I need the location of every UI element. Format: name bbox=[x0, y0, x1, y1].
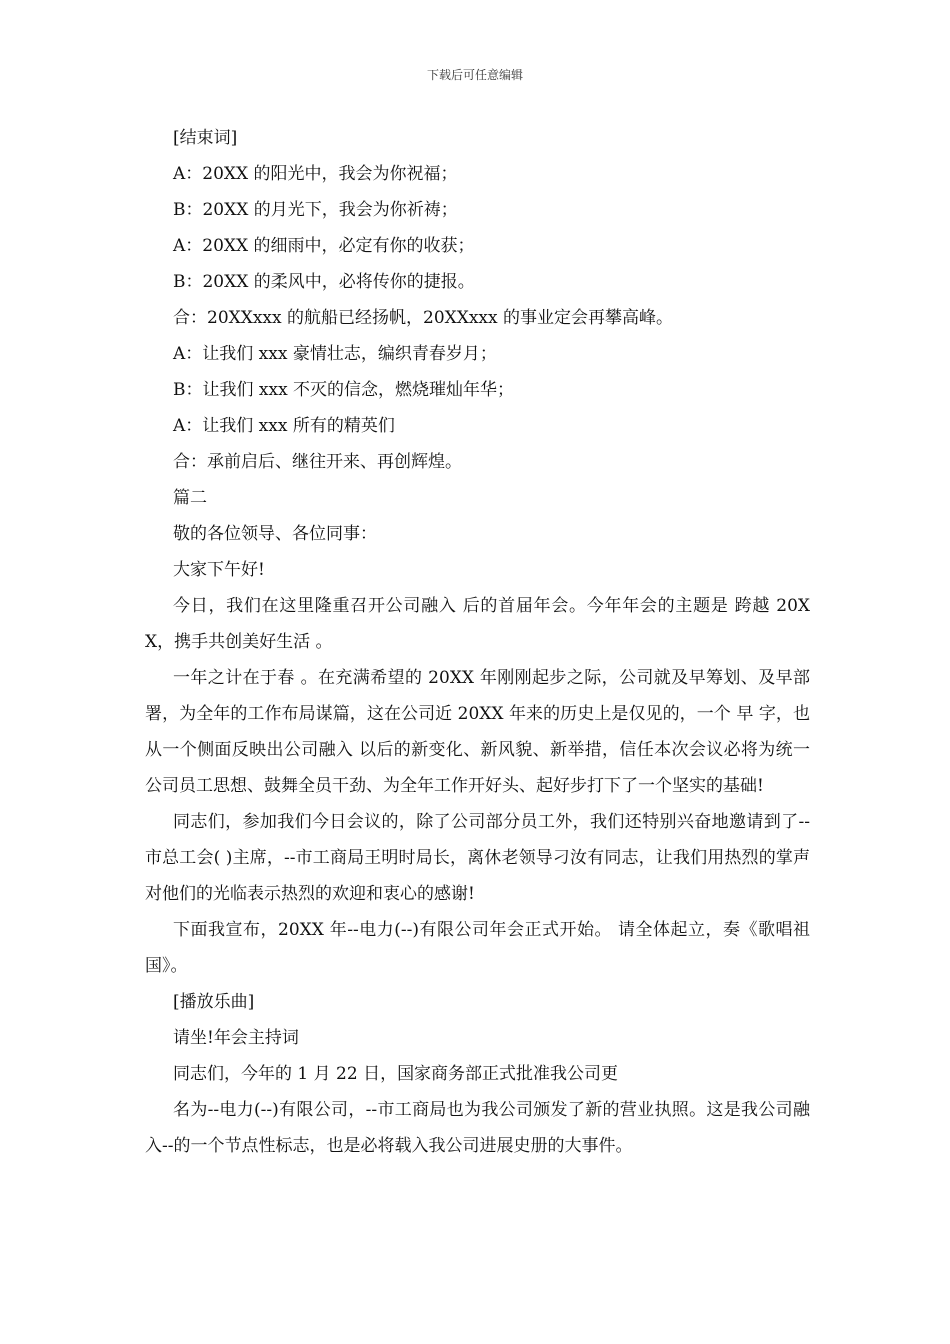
paragraph-a-sunshine: A：20XX 的阳光中，我会为你祝福； bbox=[173, 164, 458, 184]
paragraph-together-brilliance: 合：承前启后、继往开来、再创辉煌。 bbox=[173, 452, 462, 472]
page-header: 下载后可任意编辑 bbox=[426, 68, 523, 82]
paragraph-salutation: 敬的各位领导、各位同事： bbox=[173, 524, 377, 544]
paragraph-announcement: 下面我宣布，20XX 年--电力(--)有限公司年会正式开始。 请全体起立，奏《歌唱祖国》。 bbox=[145, 920, 810, 976]
paragraph-greeting: 大家下午好! bbox=[173, 560, 265, 580]
paragraph-together-sail: 合：20XXxxx 的航船已经扬帆，20XXxxx 的事业定会再攀高峰。 bbox=[173, 308, 674, 328]
paragraph-please-sit: 请坐!年会主持词 bbox=[173, 1028, 299, 1048]
paragraph-b-moonlight: B：20XX 的月光下，我会为你祈祷； bbox=[173, 200, 458, 220]
paragraph-b-belief: B：让我们 xxx 不灭的信念，燃烧璀灿年华； bbox=[173, 380, 515, 400]
paragraph-a-rain: A：20XX 的细雨中，必定有你的收获； bbox=[173, 236, 475, 256]
paragraph-spring-plan: 一年之计在于春 。在充满希望的 20XX 年刚刚起步之际，公司就及早筹划、及早部署，为全年的工作布局谋篇，这在公司近 20XX 年来的历史上是仅见的，一个 早 字，也从一个侧面反映出公司融入 以后的新变化、新风貌、新举措，信任本次会议必将为统一公司员工思想、鼓舞全员干劲、为全年工作开好头、起好步打下了一个坚实的基础! bbox=[145, 668, 810, 796]
paragraph-a-ambition: A：让我们 xxx 豪情壮志，编织青春岁月； bbox=[173, 344, 497, 364]
paragraph-theme: 今日，我们在这里隆重召开公司融入 后的首届年会。今年年会的主题是 跨越 20XX，携手共创美好生活 。 bbox=[145, 596, 810, 652]
paragraph-renaming: 同志们，今年的 1 月 22 日，国家商务部正式批准我公司更 bbox=[173, 1064, 619, 1084]
paragraph-closing-heading: [结束词] bbox=[173, 128, 238, 148]
paragraph-b-breeze: B：20XX 的柔风中，必将传你的捷报。 bbox=[173, 272, 475, 292]
paragraph-license: 名为--电力(--)有限公司，--市工商局也为我公司颁发了新的营业执照。这是我公司融入--的一个节点性标志，也是必将载入我公司进展史册的大事件。 bbox=[145, 1100, 810, 1156]
paragraph-a-elites: A：让我们 xxx 所有的精英们 bbox=[173, 416, 395, 436]
section-heading: 篇二 bbox=[173, 488, 207, 508]
paragraph-play-music: [播放乐曲] bbox=[173, 992, 255, 1012]
document-body bbox=[145, 120, 810, 1164]
paragraph-guests: 同志们，参加我们今日会议的，除了公司部分员工外，我们还特别兴奋地邀请到了--市总工会( )主席，--市工商局王明时局长，离休老领导刁汝有同志，让我们用热烈的掌声对他们的光临表示热烈的欢迎和衷心的感谢! bbox=[145, 812, 810, 904]
